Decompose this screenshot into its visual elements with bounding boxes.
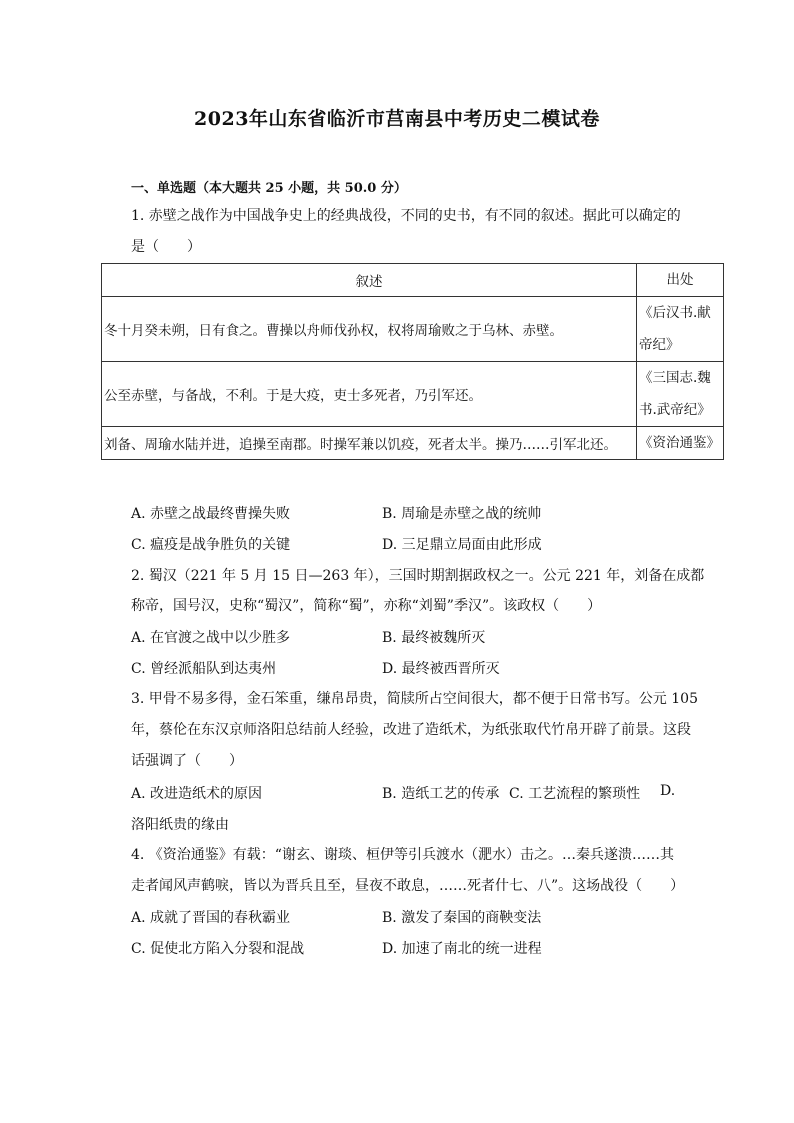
q1-option-a[interactable]: A. 赤壁之战最终曹操失败 bbox=[131, 506, 291, 522]
q1-option-c[interactable]: C. 瘟疫是战争胜负的关键 bbox=[131, 537, 291, 553]
q1-option-d[interactable]: D. 三足鼎立局面由此形成 bbox=[382, 537, 542, 553]
table-cell-source: 《后汉书.献帝纪》 bbox=[637, 297, 724, 362]
q4-option-d[interactable]: D. 加速了南北的统一进程 bbox=[382, 941, 542, 957]
q3-option-a[interactable]: A. 改进造纸术的原因 bbox=[131, 786, 263, 802]
q4-option-c[interactable]: C. 促使北方陷入分裂和混战 bbox=[131, 941, 305, 957]
q3-option-c[interactable]: C. 工艺流程的繁琐性 bbox=[509, 786, 641, 802]
q3-option-d-text[interactable]: 洛阳纸贵的缘由 bbox=[131, 817, 229, 833]
q3-stem-line1: 3. 甲骨不易多得，金石笨重，缣帛昂贵，简牍所占空间很大，都不便于日常书写。公元 105 bbox=[131, 691, 698, 707]
q1-stem-line2: 是（ ） bbox=[131, 239, 201, 255]
table-row bbox=[102, 427, 724, 460]
table-row bbox=[102, 362, 724, 427]
source-table bbox=[101, 263, 724, 460]
q1-stem-line1: 1. 赤壁之战作为中国战争史上的经典战役，不同的史书，有不同的叙述。据此可以确定的 bbox=[131, 208, 681, 224]
table-row bbox=[102, 297, 724, 362]
q2-option-c[interactable]: C. 曾经派船队到达夷州 bbox=[131, 661, 277, 677]
q2-option-d[interactable]: D. 最终被西晋所灭 bbox=[382, 661, 500, 677]
table-cell-source: 《资治通鉴》 bbox=[637, 427, 724, 460]
q4-stem-line2: 走者闻风声鹤唳，皆以为晋兵且至，昼夜不敢息，……死者什七、八”。这场战役（ ） bbox=[131, 878, 685, 894]
q4-option-b[interactable]: B. 激发了秦国的商鞅变法 bbox=[382, 910, 542, 926]
q2-option-b[interactable]: B. 最终被魏所灭 bbox=[382, 630, 486, 646]
q4-option-a[interactable]: A. 成就了晋国的春秋霸业 bbox=[131, 910, 291, 926]
q3-stem-line2: 年，蔡伦在东汉京师洛阳总结前人经验，改进了造纸术，为纸张取代竹帛开辟了前景。这段 bbox=[131, 722, 691, 738]
q3-option-b[interactable]: B. 造纸工艺的传承 bbox=[382, 786, 500, 802]
page-title: 2023年山东省临沂市莒南县中考历史二模试卷 bbox=[194, 108, 600, 130]
q2-stem-line1: 2. 蜀汉（221 年 5 月 15 日—263 年），三国时期割据政权之一。公元 221 年，刘备在成都 bbox=[131, 568, 705, 584]
section-heading: 一、单选题（本大题共 25 小题，共 50.0 分） bbox=[131, 181, 407, 196]
table-header-narrative: 叙述 bbox=[102, 264, 637, 297]
q2-option-a[interactable]: A. 在官渡之战中以少胜多 bbox=[131, 630, 291, 646]
q3-stem-line3: 话强调了（ ） bbox=[131, 753, 243, 769]
table-cell-text: 刘备、周瑜水陆并进，追操至南郡。时操军兼以饥疫，死者太半。操乃……引军北还。 bbox=[102, 427, 637, 460]
table-cell-text: 冬十月癸未朔，日有食之。曹操以舟师伐孙权，权将周瑜败之于乌林、赤壁。 bbox=[102, 297, 637, 362]
table-cell-source: 《三国志.魏书.武帝纪》 bbox=[637, 362, 724, 427]
q2-stem-line2: 称帝，国号汉，史称“蜀汉”，简称“蜀”，亦称“刘蜀”季汉”。该政权（ ） bbox=[131, 598, 602, 614]
table-header-source: 出处 bbox=[637, 264, 724, 297]
table-header-row bbox=[102, 264, 724, 297]
q1-option-b[interactable]: B. 周瑜是赤壁之战的统帅 bbox=[382, 506, 542, 522]
table-cell-text: 公至赤壁，与备战，不利。于是大疫，吏士多死者，乃引军还。 bbox=[102, 362, 637, 427]
q3-option-d-label[interactable]: D. bbox=[660, 783, 676, 799]
q4-stem-line1: 4. 《资治通鉴》有载：“谢玄、谢琰、桓伊等引兵渡水（淝水）击之。…秦兵遂溃……其 bbox=[131, 847, 674, 863]
